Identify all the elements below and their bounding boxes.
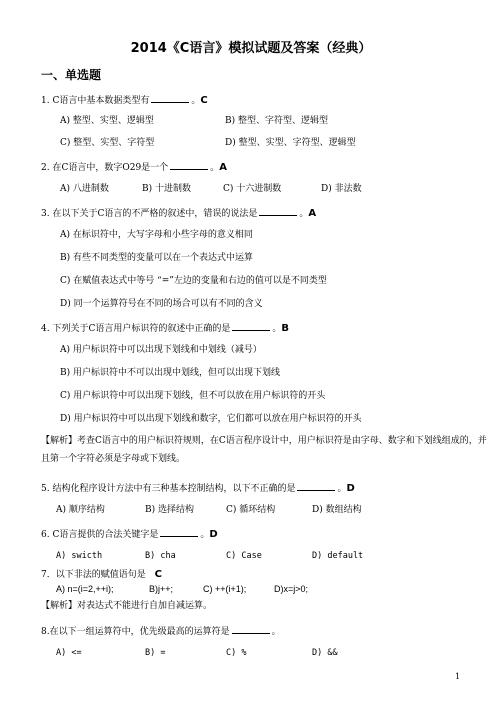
option-d: D) default bbox=[312, 551, 364, 561]
question-stem: 6. C语言提供的合法关键字是 bbox=[41, 530, 159, 540]
option-a: A) 整型、实型、逻辑型 bbox=[60, 116, 154, 126]
question-5 bbox=[41, 481, 355, 495]
answer-blank bbox=[259, 206, 297, 216]
question-stem-end: 。 bbox=[337, 484, 347, 494]
option-b: B) 整型、字符型、逻辑型 bbox=[225, 116, 328, 126]
question-stem-end: 。 bbox=[200, 530, 210, 540]
option-a: A) <= bbox=[56, 648, 82, 658]
answer-blank bbox=[160, 527, 198, 537]
option-d: D) && bbox=[312, 648, 338, 658]
option-d: D)x=j>0; bbox=[274, 584, 309, 594]
option-c: C) 在赋值表达式中等号 “=”左边的变量和右边的值可以是不同类型 bbox=[60, 276, 327, 286]
option-a: A) 顺序结构 bbox=[56, 505, 105, 515]
question-stem-end: 。 bbox=[210, 163, 220, 173]
option-d: D) 非法数 bbox=[321, 184, 362, 194]
option-c: C) 循环结构 bbox=[226, 505, 276, 515]
question-stem: 8.在以下一组运算符中，优先级最高的运算符是 bbox=[41, 627, 230, 637]
section-heading: 一、单选题 bbox=[41, 68, 102, 82]
answer-key: C bbox=[200, 95, 208, 106]
question-1 bbox=[41, 93, 208, 107]
option-c: C) % bbox=[226, 648, 247, 658]
question-stem-end: 。 bbox=[271, 627, 281, 637]
option-b: B) cha bbox=[145, 551, 176, 561]
answer-blank bbox=[151, 93, 189, 103]
question-stem: 1. C语言中基本数据类型有 bbox=[41, 96, 150, 106]
option-b: B) 选择结构 bbox=[145, 505, 194, 515]
option-b: B) 有些不同类型的变量可以在一个表达式中运算 bbox=[60, 253, 253, 263]
question-stem: 7．以下非法的赋值语句是 bbox=[41, 570, 146, 580]
option-c: C) 十六进制数 bbox=[223, 184, 282, 194]
question-stem-end: 。 bbox=[272, 324, 282, 334]
option-c: C) Case bbox=[226, 551, 262, 561]
option-b: B) 十进制数 bbox=[142, 184, 191, 194]
answer-key: D bbox=[346, 483, 355, 494]
page-number: 1 bbox=[455, 672, 461, 681]
question-3 bbox=[41, 206, 316, 220]
option-c: C) 用户标识符中可以出现下划线，但不可以放在用户标识符的开头 bbox=[60, 391, 326, 401]
option-c: C) ++(i+1); bbox=[203, 584, 247, 594]
question-stem: 4. 下列关于C语言用户标识符的叙述中正确的是 bbox=[41, 324, 231, 334]
option-d: D) 数组结构 bbox=[312, 505, 362, 515]
question-7 bbox=[41, 569, 162, 581]
option-a: A) 八进制数 bbox=[60, 184, 109, 194]
answer-key: A bbox=[219, 162, 227, 173]
option-a: A) 在标识符中，大写字母和小些字母的意义相同 bbox=[60, 230, 253, 240]
answer-blank bbox=[232, 321, 270, 331]
option-b: B) 用户标识符中不可以出现中划线，但可以出现下划线 bbox=[60, 368, 280, 378]
answer-key: D bbox=[209, 529, 218, 540]
option-a: A) 用户标识符中可以出现下划线和中划线（减号） bbox=[60, 345, 262, 355]
answer-key: C bbox=[154, 569, 162, 580]
question-stem-end: 。 bbox=[191, 96, 201, 106]
answer-blank bbox=[232, 624, 270, 634]
analysis-note: 【解析】考查C语言中的用户标识符规则，在C语言程序设计中，用户标识符是由字母、数字和下划线组成的，并且第一个字符必须是字母或下划线。 bbox=[41, 436, 487, 464]
question-stem: 5. 结构化程序设计方法中有三种基本控制结构，以下不正确的是 bbox=[41, 484, 296, 494]
option-d: D) 同一个运算符号在不同的场合可以有不同的含义 bbox=[60, 299, 263, 309]
question-8 bbox=[41, 624, 281, 638]
answer-key: A bbox=[308, 208, 317, 219]
question-stem-end: 。 bbox=[299, 209, 309, 219]
question-stem: 3. 在以下关于C语言的不严格的叙述中，错误的说法是 bbox=[41, 209, 258, 219]
option-b: B) = bbox=[145, 648, 166, 658]
option-a: A) n=(i=2,++i); bbox=[56, 584, 114, 594]
answer-blank bbox=[297, 481, 335, 491]
question-2 bbox=[41, 160, 227, 174]
option-d: D) 用户标识符中可以出现下划线和数字，它们都可以放在用户标识符的开头 bbox=[60, 414, 362, 424]
analysis-note: 【解析】对表达式不能进行自加自减运算。 bbox=[41, 601, 213, 611]
option-d: D) 整型、实型、字符型、逻辑型 bbox=[225, 138, 356, 148]
page-title: 2014《C语言》模拟试题及答案（经典） bbox=[130, 41, 372, 56]
option-c: C) 整型、实型、字符型 bbox=[60, 138, 155, 148]
option-b: B)j++; bbox=[149, 584, 174, 594]
answer-key: B bbox=[281, 323, 289, 334]
question-6 bbox=[41, 527, 218, 541]
answer-blank bbox=[170, 160, 208, 170]
question-4 bbox=[41, 321, 289, 335]
question-stem: 2. 在C语言中，数字O29是一个 bbox=[41, 163, 169, 173]
option-a: A) swicth bbox=[56, 551, 103, 561]
